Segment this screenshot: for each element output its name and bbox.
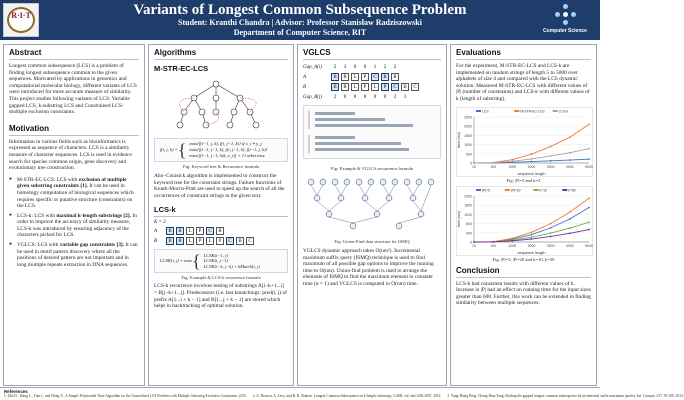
column-vglcs	[297, 44, 447, 386]
references-title: References	[4, 389, 28, 394]
legend-label: k=10	[539, 188, 547, 193]
motivation-bullets	[9, 177, 139, 269]
data-point	[588, 206, 590, 208]
x-tick-label: 4000	[565, 243, 574, 248]
data-point	[511, 158, 513, 160]
k-value: K = 2	[154, 220, 166, 226]
poster-authors: Student: Kranthi Chandra | Advisor: Professor Stanisław Radziszowski	[178, 18, 422, 27]
cs-logo	[534, 2, 596, 38]
data-point	[550, 222, 552, 224]
references-list	[4, 394, 684, 398]
conclusion-text: LCS-k had consistent results with different values of k. Increase in |P| had an effect on running time for the input sizes greater than 600. Further, this work can be extended in finding similarity between multiple sequences.	[456, 280, 591, 307]
recurrence-formula-2: LCSK(i, j) = max { LCSK(i−1, j) LCSK(i, j−1) LCSK(i−k, j−k) + kMatch(i, j)	[154, 249, 288, 273]
y-axis-label: time (ms)	[457, 210, 461, 227]
x-tick-label: 5000	[585, 164, 593, 169]
legend-label: LCS-k	[558, 109, 569, 114]
y-tick-label: 2000	[464, 124, 472, 129]
x-tick-label: 10	[472, 243, 476, 248]
data-point	[492, 241, 494, 243]
reference-item: 2. G. Benson, A. Levy, and B. R. Shalom. Longest Common Subsequence in k-length substrings, CoRR, vol. abs/1402.2097, 2014.	[252, 394, 442, 398]
cs-logo-label: Computer Science	[543, 28, 587, 34]
x-tick-label: 1000	[508, 164, 517, 169]
recurrence-formula-1: f(i, j, k) = { max{f(i−1, j, k), f(i, j−1, k)} if x_i ≠ y_j max{f(i−1, j−1, k), f(i, j−1, k), f(i−1, j, k)} max{f(i−1, j−1, δ(k, x_i)) + 1} otherwise	[154, 138, 288, 162]
legend-swatch	[553, 110, 558, 112]
vglcs-example	[303, 63, 441, 101]
evaluations-text: For the experiment, M-STR-EC-LCS and LCS-k are implemented on random strings of length 5 to 5000 over alphabets of size 4 and compared with the LCS dynamic solution. Measured M-STR-EC-LCS with different values of |P| (number of constraints) and LCS-k with different values of k (length of substring).	[456, 63, 590, 102]
lcsk-recurrence-text: LCS-k recurrence involves testing of substrings A[i−k+1...i] = B[j−k+1...j]. Predecessors (i.e. last kmatchings: pred(i, j) of prefix A[1...i + k − 1] and B[1...j + k − 1] are stored which helps in backtracking of optimal solution.	[154, 283, 287, 310]
data-point	[531, 160, 533, 162]
legend-swatch	[514, 110, 519, 112]
legend-label: k=50	[568, 188, 576, 193]
x-tick-label: 2000	[527, 243, 536, 248]
algorithms-title: Algorithms	[154, 48, 288, 60]
chart-runtime-2	[456, 186, 593, 256]
references-section	[0, 387, 684, 400]
data-point	[588, 158, 590, 160]
vglcs-text: VGLCS dynamic approach takes O(nm²). Incremental maximum suffix query (ISMQ) technique is used to find maximum of all possible gap options to improve the running time to O(nm). Union-find problem is used to arrange the elements of ISMQ to find the maximum element in constant time (α = 1) and VGLCS is computed in O(nm) time.	[303, 248, 434, 287]
data-point	[531, 233, 533, 235]
data-point	[473, 162, 475, 164]
data-point	[550, 226, 552, 228]
data-point	[588, 147, 590, 149]
y-tick-label: 1500	[464, 133, 472, 138]
y-tick-label: 2500	[464, 115, 472, 120]
column-algorithms	[148, 44, 294, 386]
bullet-item: ● LCS-k: LCS with maximal k-length substrings [2]. In order to improve the accuracy of similarity measure, LCS-k was introduced by ensuring adjacency of the characters picked for LCS.	[9, 213, 139, 239]
conclusion-title: Conclusion	[456, 266, 591, 278]
x-tick-label: 3000	[546, 243, 555, 248]
aho-corasick-text: Aho–Corasick algorithm is implemented to construct the keyword tree for the constraint strings. Failure functions of Knuth-Morris-Pratt are used to speed up the search of all the occurrences of constraint strings in the given text.	[154, 173, 285, 199]
y-tick-label: 500	[466, 151, 472, 156]
data-point	[550, 235, 552, 237]
legend-label: |P|=20	[510, 188, 521, 193]
y-axis-label: time (ms)	[457, 131, 461, 148]
poster-title: Variants of Longest Common Subsequence Problem	[133, 2, 467, 18]
legend-label: |P|=5	[482, 188, 490, 193]
reference-item: 1. Zhu D., Wang L., Tian J., and Wang X., A Simple Polynomial Time Algorithm for the Generalized LCS Problem with Multiple Substring Exclusive Constraints, 2015.	[4, 394, 247, 398]
x-axis-label: sequence length	[517, 171, 546, 176]
data-point	[511, 160, 513, 162]
bullet-item: ● VGLCS: LCS with variable gap constraints [3]. It can be used in motif pattern discovery where all the positions of desired pattern are not important and in long multiple repeats extraction in DNA sequences.	[9, 242, 139, 268]
data-point	[569, 211, 571, 213]
x-axis-label: sequence length	[517, 250, 546, 255]
poster-department: Department of Computer Science, RIT	[233, 28, 367, 37]
x-tick-label: 100	[490, 243, 497, 248]
data-point	[588, 228, 590, 230]
lcsk-row-a: A B R L P C R	[154, 227, 288, 235]
column-left	[3, 44, 145, 386]
data-point	[531, 158, 533, 160]
x-tick-label: 100	[490, 164, 497, 169]
vglcs-title: VGLCS	[303, 48, 441, 60]
seq-b-row: B B R L P L P C B C	[303, 83, 441, 91]
x-tick-label: 5000	[585, 243, 593, 248]
data-point	[531, 238, 533, 240]
data-point	[569, 159, 571, 161]
y-tick-label: 1000	[464, 142, 472, 147]
y-tick-label: 800	[466, 221, 472, 226]
evaluations-title: Evaluations	[456, 48, 591, 60]
x-tick-label: 1000	[508, 243, 517, 248]
data-point	[511, 240, 513, 242]
lcsk-caption: Fig: Example & LCS-k recurrence formula	[181, 275, 261, 281]
data-point	[569, 232, 571, 234]
data-point	[550, 155, 552, 157]
gap-a-row: Gap_A(i) 2 3 0 0 1 2 2	[303, 64, 397, 70]
y-tick-label: 0	[470, 161, 472, 166]
dots-icon	[555, 4, 577, 26]
legend-swatch	[476, 110, 481, 112]
y-tick-label: 1200	[464, 212, 472, 217]
union-find-caption: Fig: Union-Find data structure for ISMQ	[334, 239, 410, 244]
legend-swatch	[534, 189, 539, 191]
y-tick-label: 400	[466, 230, 472, 235]
column-evaluations	[450, 44, 597, 386]
bullet-item: ● M-STR-EC-LCS: LCS with exclusion of multiple given substring constraints [1]. It can be used in homology computation of biological sequences which requires specific or putative structure (constraints) on the LCS.	[9, 177, 139, 210]
data-point	[550, 145, 552, 147]
legend-swatch	[505, 189, 510, 191]
data-point	[550, 159, 552, 161]
lcsk-subtitle: LCS-k	[154, 205, 288, 217]
mstr-subtitle: M-STR-EC-LCS	[154, 64, 209, 73]
data-point	[473, 241, 475, 243]
legend-swatch	[562, 189, 567, 191]
lcsk-row-b: B B R L P L P C B C	[154, 237, 288, 245]
x-tick-label: 10	[472, 164, 476, 169]
data-point	[569, 151, 571, 153]
rit-logo	[3, 3, 39, 37]
legend-swatch	[476, 189, 481, 191]
x-tick-label: 4000	[565, 164, 574, 169]
y-tick-label: 0	[470, 240, 472, 245]
poster-header	[0, 0, 600, 40]
abstract-section	[9, 48, 139, 116]
chart-runtime-1	[456, 107, 593, 177]
abstract-text: Longest common subsequence (LCS) is a problem of finding longest subsequence common to the given sequences. Motivated by applications in genomics and computational molecular biology, different variants of LCS were introduced for more accurate measure of similarity. This project studies following variants of LCS: Variable gapped LCS, k-substring LCS and Constrained LCS: multiple exclusion constraints.	[9, 63, 137, 116]
gap-b-row: Gap_B(j) 2 0 0 0 0 0 2 3	[303, 94, 407, 100]
x-tick-label: 3000	[546, 164, 555, 169]
motivation-intro: Information in various fields such as bioinformatics is expressed as sequence of characters. LCS is a similarity measure of character sequences. LCS is used in evidence search for species common origin, gene discovery and evolutionary tree construction.	[9, 138, 132, 172]
vglcs-recurrence-diagram	[303, 105, 441, 159]
motivation-section	[9, 124, 139, 269]
chart2-caption: Fig: |P|=5, |P|=20 and k=10, k=50	[492, 256, 555, 262]
data-point	[569, 218, 571, 220]
union-find-diagram	[303, 174, 441, 232]
logo-text: R·I·T	[11, 11, 31, 20]
y-tick-label: 2000	[464, 194, 472, 199]
motivation-title: Motivation	[9, 124, 139, 136]
data-point	[569, 227, 571, 229]
data-point	[569, 136, 571, 138]
data-point	[588, 221, 590, 223]
data-point	[531, 153, 533, 155]
reference-item: 3. Yung-Hsing Peng, Chang-Biau Yang, Finding the gapped longest common subsequence by incremental suffix maximum queries, Inf. Comput. 237: 95-100, 2014.	[447, 394, 684, 398]
data-point	[531, 236, 533, 238]
legend-label: M-STR-EC-LCS	[520, 109, 545, 114]
vglcs-caption: Fig: Example & VGLCS recurrence formula	[331, 166, 413, 171]
data-point	[492, 161, 494, 163]
x-tick-label: 2000	[527, 164, 536, 169]
data-point	[550, 232, 552, 234]
data-point	[588, 197, 590, 199]
data-point	[511, 237, 513, 239]
legend-label: LCS	[482, 109, 489, 114]
y-tick-label: 1600	[464, 203, 472, 208]
keyword-tree-diagram	[154, 78, 288, 132]
seq-a-row: A B R L P C R R	[303, 73, 441, 81]
data-point	[588, 123, 590, 125]
data-point	[531, 231, 533, 233]
abstract-title: Abstract	[9, 48, 139, 60]
keyword-tree-caption: Fig: Keyword tree & Recurrence formula	[182, 164, 260, 169]
chart1-caption: Fig: |P|=3 and k=2	[506, 177, 541, 183]
